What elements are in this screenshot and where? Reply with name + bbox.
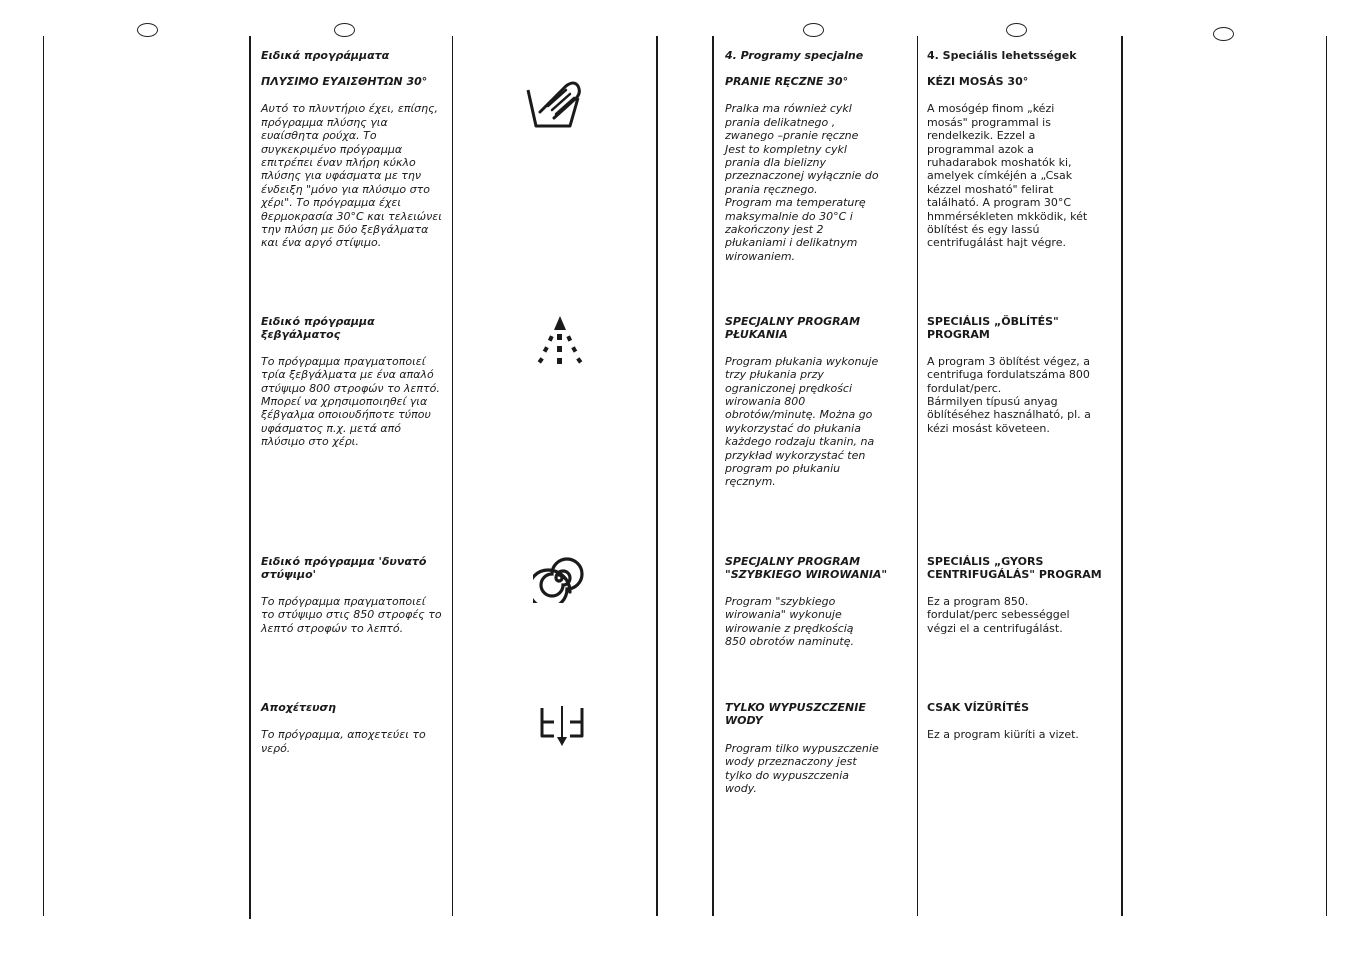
greek-text: Αυτό το πλυντήριο έχει, επίσης, πρόγραμμα πλύσης για ευαίσθητα ρούχα. Το συγκεκριμένο πρόγραμμα επιτρέπει έναν πλήρη κύκλο πλύσης για υφάσματα με την ένδειξη "μόνο για πλύσιμο στο χέρι". Το πρόγραμμα έχει θερμοκρασία 30°C και τελειώνει την πλύση με δύο ξεβγάλματα και ένα αργό στίψιμο. xyxy=(261,102,442,250)
polish-section-title: 4. Programy specjalne xyxy=(725,49,864,62)
polish-text: Program płukania wykonuje trzy płukania przy ograniczonej prędkości wirowania 800 obrotów/minutę. Można go wykorzystać do płukania każdego rodzaju tkanin, na przykład wykorzystać ten program po płukaniu ręcznym. xyxy=(725,354,879,489)
greek-text: Το πρόγραμμα πραγματοποιεί τρία ξεβγάλματα με ένα απαλό στύψιμο 800 στροφών το λεπτό. Μπορεί να χρησιμοποιηθεί για ξέβγαλμα οποιουδήποτε τύπου υφάσματος π.χ. μετά από πλύσιμο στο χέρι. xyxy=(261,354,440,449)
greek-block-rinse xyxy=(261,315,443,449)
rinse-icon xyxy=(536,314,584,368)
column-rule xyxy=(656,36,658,916)
polish-block-drain xyxy=(725,701,907,795)
hungarian-block-drain xyxy=(927,701,1113,742)
hungarian-heading: SPECIÁLIS „ÖBLÍTÉS" PROGRAM xyxy=(927,315,1059,342)
spin-icon xyxy=(533,553,585,603)
polish-heading: TYLKO WYPUSZCZENIE WODY xyxy=(725,701,866,728)
greek-text: Το πρόγραμμα, αποχετεύει το νερό. xyxy=(261,728,426,755)
hungarian-column xyxy=(927,49,1113,909)
column-rule xyxy=(249,36,251,919)
language-marker-oval xyxy=(334,23,355,37)
polish-heading: SPECJALNY PROGRAM "SZYBKIEGO WIROWANIA" xyxy=(725,555,888,582)
hungarian-text: Ez a program kiüríti a vizet. xyxy=(927,728,1079,742)
polish-heading: SPECJALNY PROGRAM PŁUKANIA xyxy=(725,315,861,342)
hungarian-heading: SPECIÁLIS „GYORS CENTRIFUGÁLÁS" PROGRAM xyxy=(927,555,1102,582)
polish-block-hand-wash xyxy=(725,75,907,263)
column-rule xyxy=(917,36,918,916)
hand-wash-icon xyxy=(526,76,586,132)
greek-text: Το πρόγραμμα πραγματοποιεί το στύψιμο στις 850 στροφές το λεπτό στροφών το λεπτό. xyxy=(261,594,442,635)
language-marker-oval xyxy=(803,23,824,37)
drain-icon xyxy=(538,704,586,748)
hungarian-block-spin xyxy=(927,555,1113,635)
hungarian-block-hand-wash xyxy=(927,75,1113,250)
language-marker-oval xyxy=(137,23,158,37)
hungarian-text: Ez a program 850. fordulat/perc sebességgel végzi el a centrifugálást. xyxy=(927,594,1070,635)
polish-column xyxy=(725,49,907,909)
column-rule xyxy=(1326,36,1327,916)
column-rule xyxy=(712,36,714,916)
greek-heading: Ειδικό πρόγραμμα ξεβγάλματος xyxy=(261,315,375,342)
language-marker-oval xyxy=(1006,23,1027,37)
greek-heading: Ειδικό πρόγραμμα 'δυνατό στύψιμο' xyxy=(261,555,427,582)
polish-heading: PRANIE RĘCZNE 30° xyxy=(725,75,849,88)
language-marker-oval xyxy=(1213,27,1234,41)
hungarian-text: A program 3 öblítést végez, a centrifuga fordulatszáma 800 fordulat/perc. Bármilyen típusú anyag öblítéséhez használható, pl. a kézi mosást követeen. xyxy=(927,354,1091,435)
greek-heading: Αποχέτευση xyxy=(261,701,336,714)
hungarian-text: A mosógép finom „kézi mosás" programmal is rendelkezik. Ezzel a programmal azok a ruhadarabok moshatók ki, amelyek címkéjén a „Csak kézzel mosható" felirat található. A program 30°C hmmérsékleten mkködik, két öblítést és egy lassú centrifugálást hajt végre. xyxy=(927,102,1088,250)
polish-text: Program tilko wypuszczenie wody przeznaczony jest tylko do wypuszczenia wody. xyxy=(725,741,879,796)
greek-block-hand-wash xyxy=(261,75,443,250)
greek-block-spin xyxy=(261,555,443,635)
hungarian-heading: CSAK VÍZÜRÍTÉS xyxy=(927,701,1030,714)
polish-text: Program "szybkiego wirowania" wykonuje wirowanie z prędkością 850 obrotów naminutę. xyxy=(725,594,854,649)
column-rule xyxy=(1121,36,1123,916)
greek-section-title: Ειδικά προγράμματα xyxy=(261,49,390,62)
hungarian-heading: KÉZI MOSÁS 30° xyxy=(927,75,1029,88)
greek-heading: ΠΛΥΣΙΜΟ ΕΥΑΙΣΘΗΤΩΝ 30° xyxy=(261,75,428,88)
hungarian-block-rinse xyxy=(927,315,1113,435)
column-rule xyxy=(43,36,44,916)
hungarian-section-title: 4. Speciális lehetsségek xyxy=(927,49,1077,62)
polish-text: Pralka ma również cykl prania delikatnego , zwanego –pranie ręczne Jest to kompletny cykl prania dla bielizny przeznaczonej wyłącznie do prania ręcznego. Program ma temperaturę maksymalnie do 30°C i zakończony jest 2 płukaniami i delikatnym wirowaniem. xyxy=(725,102,879,263)
greek-block-drain xyxy=(261,701,443,755)
polish-block-spin xyxy=(725,555,907,648)
polish-block-rinse xyxy=(725,315,907,489)
column-rule xyxy=(452,36,453,916)
greek-column xyxy=(261,49,443,909)
